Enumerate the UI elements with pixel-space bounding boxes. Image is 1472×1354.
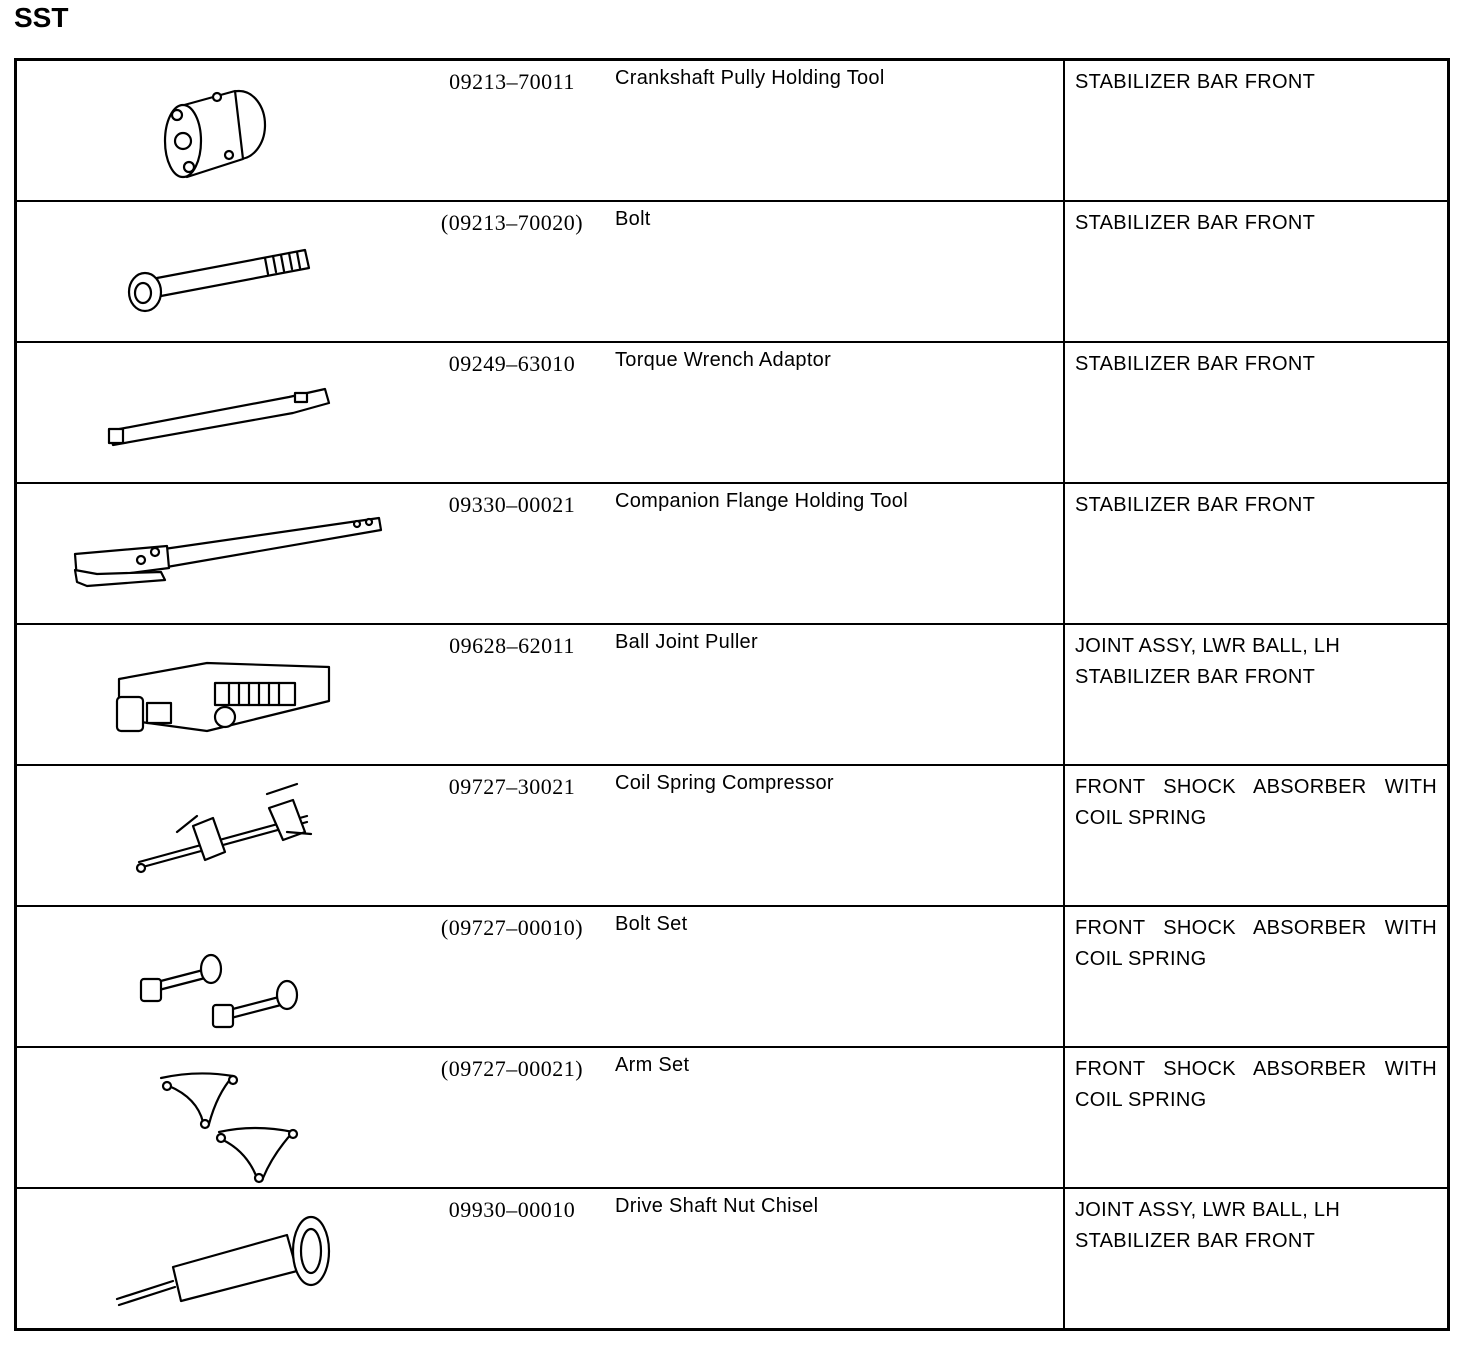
arm-set-icon: [57, 1054, 417, 1186]
usage-line: STABILIZER BAR FRONT: [1075, 494, 1316, 516]
usage-line: STABILIZER BAR FRONT: [1075, 353, 1316, 375]
usage-line: STABILIZER BAR FRONT: [1075, 666, 1316, 688]
sst-table: [14, 58, 1450, 1331]
table-row: [16, 1188, 1449, 1330]
tool-name: Drive Shaft Nut Chisel: [615, 1195, 819, 1217]
table-row: [16, 201, 1449, 342]
usage-cell: [1064, 624, 1449, 765]
usage-line: STABILIZER BAR FRONT: [1075, 71, 1316, 93]
tool-cell: [16, 60, 1065, 202]
usage-line: STABILIZER BAR FRONT: [1075, 1230, 1316, 1252]
bolt-set-icon: [57, 913, 417, 1045]
usage-cell: [1064, 201, 1449, 342]
table-row: [16, 342, 1449, 483]
usage-line: STABILIZER BAR FRONT: [1075, 212, 1316, 234]
usage-line: JOINT ASSY, LWR BALL, LH: [1075, 1199, 1341, 1221]
part-number: (09727–00010): [440, 915, 584, 940]
usage-cell: [1064, 765, 1449, 906]
usage-line: COIL SPRING: [1075, 948, 1207, 970]
usage-line: FRONT SHOCK ABSORBER WITH: [1075, 917, 1437, 939]
tool-name: Companion Flange Holding Tool: [615, 490, 908, 512]
usage-line: COIL SPRING: [1075, 807, 1207, 829]
table-row: [16, 906, 1449, 1047]
usage-line: FRONT SHOCK ABSORBER WITH: [1075, 1058, 1437, 1080]
tool-cell: [16, 1047, 1065, 1188]
part-number: (09727–00021): [440, 1056, 584, 1081]
table-row: [16, 624, 1449, 765]
tool-name: Arm Set: [615, 1054, 690, 1076]
tool-cell: [16, 624, 1065, 765]
tool-name: Coil Spring Compressor: [615, 772, 834, 794]
usage-line: FRONT SHOCK ABSORBER WITH: [1075, 776, 1437, 798]
usage-line: COIL SPRING: [1075, 1089, 1207, 1111]
drive-shaft-nut-chisel-icon: [57, 1195, 417, 1327]
usage-line: JOINT ASSY, LWR BALL, LH: [1075, 635, 1341, 657]
tool-cell: [16, 765, 1065, 906]
crankshaft-pulley-holding-tool-icon: [57, 67, 417, 199]
part-number: 09249–63010: [448, 351, 576, 376]
usage-cell: [1064, 906, 1449, 1047]
usage-cell: [1064, 1188, 1449, 1330]
part-number: 09330–00021: [448, 492, 576, 517]
part-number: 09213–70011: [449, 69, 575, 94]
tool-cell: [16, 201, 1065, 342]
tool-cell: [16, 906, 1065, 1047]
usage-cell: [1064, 60, 1449, 202]
table-row: [16, 60, 1449, 202]
tool-cell: [16, 342, 1065, 483]
part-number: 09628–62011: [449, 633, 575, 658]
tool-cell: [16, 483, 1065, 624]
usage-cell: [1064, 483, 1449, 624]
page-title: SST: [14, 2, 69, 33]
tool-name: Ball Joint Puller: [615, 631, 758, 653]
part-number: (09213–70020): [440, 210, 584, 235]
tool-name: Bolt Set: [615, 913, 688, 935]
companion-flange-holding-tool-icon: [57, 490, 417, 622]
tool-name: Bolt: [615, 208, 651, 230]
torque-wrench-adaptor-icon: [57, 349, 417, 481]
part-number: 09930–00010: [448, 1197, 576, 1222]
bolt-icon: [57, 208, 417, 340]
tool-name: Torque Wrench Adaptor: [615, 349, 832, 371]
table-row: [16, 765, 1449, 906]
part-number: 09727–30021: [448, 774, 576, 799]
coil-spring-compressor-icon: [57, 772, 417, 904]
usage-cell: [1064, 342, 1449, 483]
tool-cell: [16, 1188, 1065, 1330]
table-row: [16, 483, 1449, 624]
ball-joint-puller-icon: [57, 631, 417, 763]
table-row: [16, 1047, 1449, 1188]
usage-cell: [1064, 1047, 1449, 1188]
tool-name: Crankshaft Pully Holding Tool: [615, 67, 885, 89]
